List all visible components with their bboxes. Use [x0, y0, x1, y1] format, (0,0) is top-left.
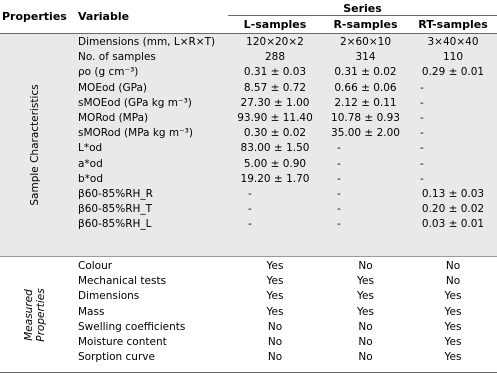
sample-value-l: 93.90 ± 11.40 — [237, 112, 313, 124]
sample-value-r: 2×60×10 — [340, 36, 391, 48]
sample-value-rt: - — [420, 112, 424, 124]
sample-value-r: 0.66 ± 0.06 — [334, 81, 397, 94]
header-r-samples: R-samples — [333, 18, 398, 31]
sample-value-r: 10.78 ± 0.93 — [331, 112, 400, 124]
measured-row — [0, 320, 497, 335]
sample-value-l: 83.00 ± 1.50 — [240, 142, 310, 155]
sample-row — [0, 81, 497, 96]
measured-value-rt: Yes — [444, 305, 462, 318]
measured-row — [0, 274, 497, 289]
sample-value-rt: - — [420, 96, 424, 109]
sample-value-r: - — [337, 203, 341, 216]
measured-value-l: Yes — [266, 275, 284, 288]
sample-value-rt: - — [420, 172, 424, 185]
measured-value-r: No — [358, 260, 373, 272]
sample-variable: sMOEod (GPa kg m⁻³) — [78, 96, 192, 109]
sample-value-r: 35.00 ± 2.00 — [331, 127, 400, 140]
sample-value-l: - — [248, 218, 252, 231]
sample-variable: No. of samples — [78, 51, 156, 64]
sample-value-r: 314 — [355, 51, 376, 64]
sample-value-rt: 3×40×40 — [427, 36, 479, 48]
sample-row — [0, 111, 497, 126]
sample-value-r: 2.12 ± 0.11 — [334, 96, 397, 109]
sample-value-r: - — [337, 188, 341, 200]
measured-value-r: Yes — [357, 290, 374, 303]
measured-row — [0, 259, 497, 274]
sample-value-rt: 0.20 ± 0.02 — [421, 203, 485, 216]
header-properties: Properties — [2, 10, 67, 23]
measured-value-l: No — [267, 351, 283, 364]
measured-value-l: No — [267, 320, 283, 333]
measured-value-l: Yes — [266, 305, 284, 318]
sample-row — [0, 202, 497, 217]
sample-value-rt: - — [420, 142, 424, 155]
sample-value-r: - — [337, 142, 341, 155]
sample-value-l: 19.20 ± 1.70 — [240, 172, 310, 185]
sample-row — [0, 141, 497, 156]
sample-value-l: 27.30 ± 1.00 — [240, 96, 310, 109]
measured-row — [0, 305, 497, 320]
header-l-samples: L-samples — [243, 18, 307, 31]
sample-variable: MORod (MPa) — [78, 112, 149, 124]
sample-row — [0, 217, 497, 232]
sample-value-l: 0.31 ± 0.03 — [243, 66, 307, 79]
measured-value-rt: Yes — [444, 336, 462, 348]
sample-variable: β60-85%RH_T — [78, 203, 153, 216]
sample-row — [0, 65, 497, 80]
sample-value-l: 8.57 ± 0.72 — [243, 81, 307, 94]
sample-value-l: - — [248, 203, 252, 216]
sample-variable: sMORod (MPa kg m⁻³) — [78, 127, 193, 140]
sample-value-l: 288 — [264, 51, 286, 64]
sample-row — [0, 172, 497, 187]
measured-value-rt: No — [445, 275, 461, 288]
measured-variable: Moisture content — [78, 336, 167, 348]
measured-variable: Mass — [78, 305, 105, 318]
group-label-sample-characteristics: Sample Characteristics — [29, 84, 41, 206]
measured-value-r: Yes — [357, 275, 374, 288]
measured-value-r: Yes — [357, 305, 374, 318]
sample-value-l: 0.30 ± 0.02 — [243, 127, 307, 140]
sample-variable: ρo (g cm⁻³) — [78, 66, 139, 79]
measured-value-rt: Yes — [444, 320, 462, 333]
measured-value-r: No — [358, 336, 373, 348]
measured-row — [0, 335, 497, 350]
measured-value-l: Yes — [266, 290, 284, 303]
header-variable: Variable — [78, 10, 130, 23]
sample-value-rt: 110 — [442, 51, 464, 64]
sample-variable: β60-85%RH_L — [78, 218, 152, 231]
sample-value-rt: 0.13 ± 0.03 — [421, 188, 485, 200]
sample-value-rt: - — [420, 81, 424, 94]
sample-variable: a*od — [78, 157, 103, 170]
sample-value-l: - — [248, 188, 252, 200]
measured-value-r: No — [358, 351, 373, 364]
measured-row — [0, 350, 497, 365]
group-label-measured-properties-text: Measured Properties — [23, 288, 47, 342]
sample-row — [0, 96, 497, 111]
sample-variable: β60-85%RH_R — [78, 188, 153, 200]
sample-value-r: - — [337, 218, 341, 231]
sample-row — [0, 157, 497, 172]
measured-variable: Mechanical tests — [78, 275, 167, 288]
sample-value-l: 120×20×2 — [246, 36, 304, 48]
sample-value-rt: - — [420, 157, 424, 170]
measured-value-r: No — [358, 320, 373, 333]
sample-value-l: 5.00 ± 0.90 — [243, 157, 307, 170]
sample-row — [0, 187, 497, 202]
measured-value-l: No — [267, 336, 283, 348]
sample-variable: b*od — [78, 172, 104, 185]
sample-variable: Dimensions (mm, L×R×T) — [78, 36, 216, 48]
measured-value-l: Yes — [266, 260, 284, 272]
measured-value-rt: Yes — [444, 351, 462, 364]
measured-variable: Colour — [78, 260, 113, 272]
measured-variable: Swelling coefficients — [78, 320, 186, 333]
sample-variable: L*od — [78, 142, 103, 155]
measured-value-rt: Yes — [444, 290, 462, 303]
sample-row — [0, 126, 497, 141]
measured-value-rt: No — [445, 260, 461, 272]
sample-value-rt: - — [420, 127, 424, 140]
sample-value-rt: 0.03 ± 0.01 — [421, 218, 485, 231]
sample-value-rt: 0.29 ± 0.01 — [421, 66, 485, 79]
sample-value-r: - — [337, 172, 341, 185]
sample-variable: MOEod (GPa) — [78, 81, 148, 94]
table-bottom-rule — [0, 372, 497, 373]
measured-variable: Dimensions — [78, 290, 140, 303]
header-series: Series — [343, 2, 382, 15]
sample-value-r: 0.31 ± 0.02 — [334, 66, 397, 79]
sample-row — [0, 50, 497, 65]
sample-value-r: - — [337, 157, 341, 170]
header-rt-samples: RT-samples — [418, 18, 488, 31]
sample-row — [0, 35, 497, 50]
measured-variable: Sorption curve — [78, 351, 155, 364]
measured-row — [0, 289, 497, 304]
series-divider — [228, 15, 497, 16]
